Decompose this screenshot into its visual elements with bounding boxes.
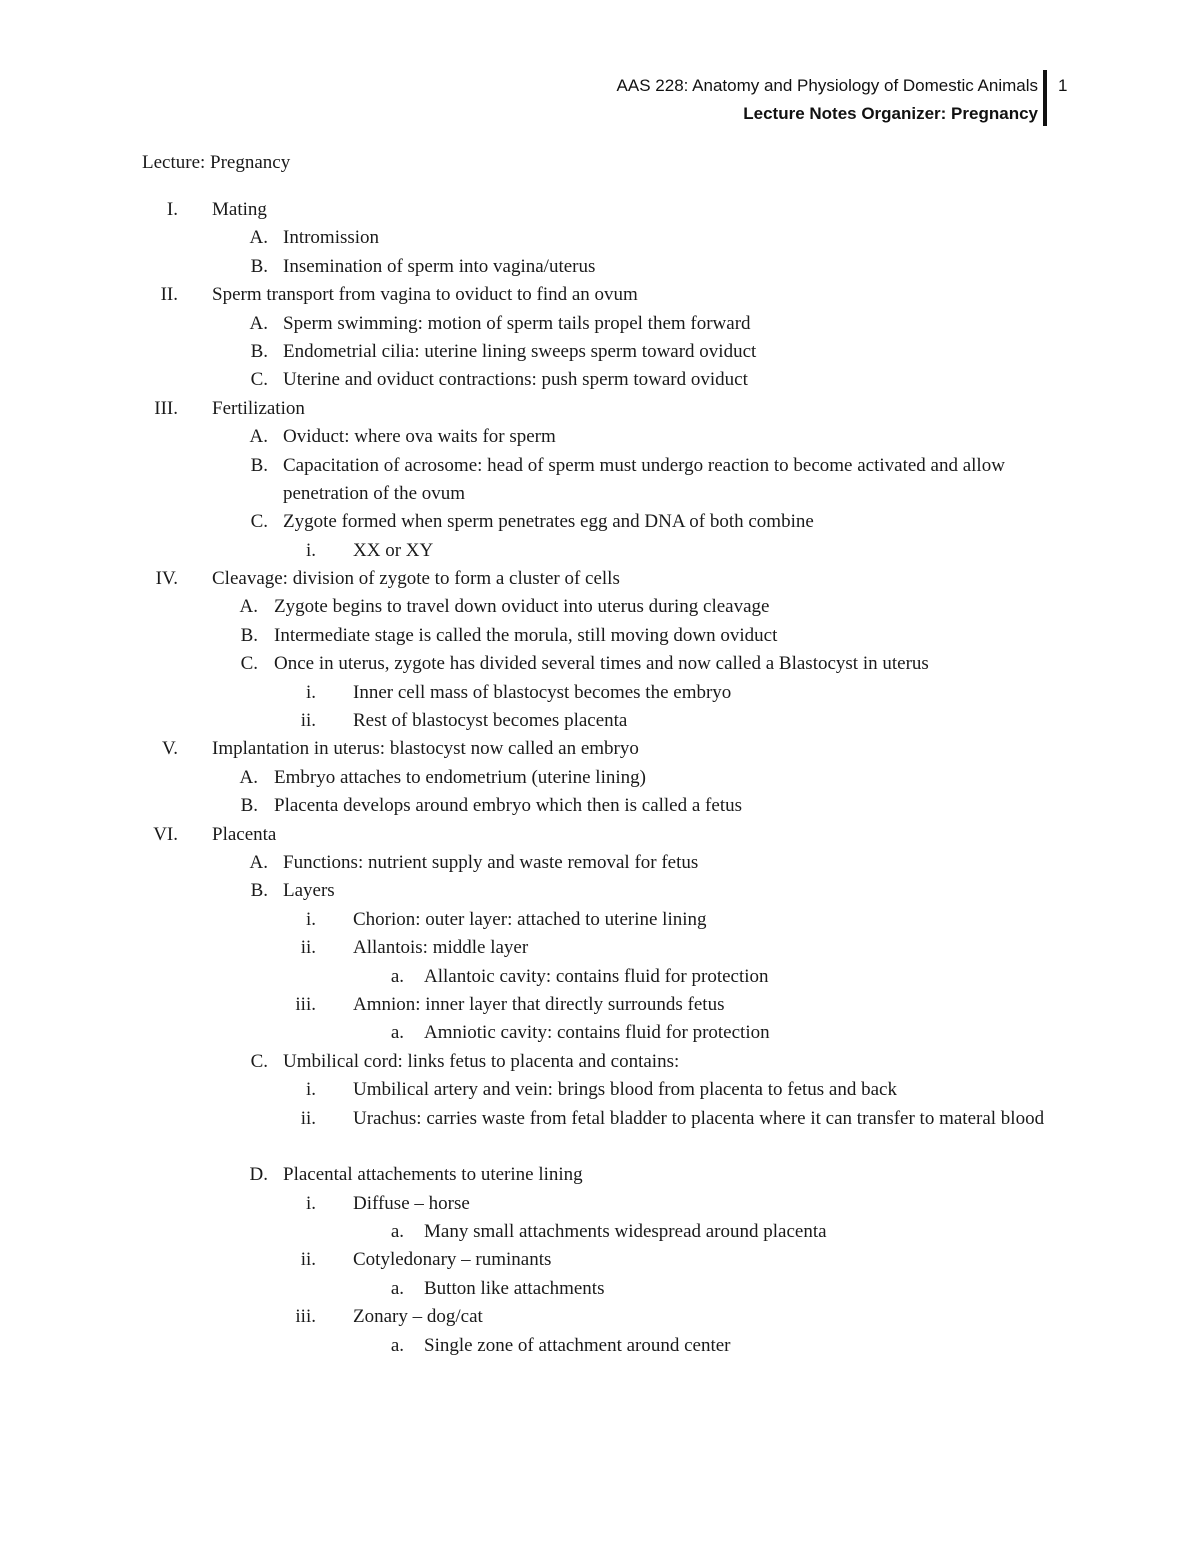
lecture-title: Lecture: Pregnancy: [142, 152, 291, 173]
outline-item-level-3: [0, 1246, 1200, 1274]
outline-item-level-2: [0, 622, 1200, 650]
outline-marker: A.: [249, 426, 268, 448]
outline-text: Umbilical artery and vein: brings blood from placenta to fetus and back: [353, 1079, 897, 1101]
outline-marker: B.: [240, 795, 258, 817]
outline-marker: i.: [305, 681, 316, 703]
outline-marker: ii.: [300, 1107, 316, 1129]
outline-marker: B.: [250, 880, 268, 902]
outline-item-level-1: [0, 821, 1200, 849]
outline-marker: C.: [240, 653, 258, 675]
lecture-outline: [0, 196, 1200, 1360]
outline-item-level-4: [0, 1218, 1200, 1246]
outline-marker: II.: [160, 284, 178, 306]
outline-text: Placental attachements to uterine lining: [283, 1164, 583, 1186]
outline-item-level-1: [0, 196, 1200, 224]
outline-text: Amnion: inner layer that directly surrounds fetus: [353, 993, 725, 1015]
outline-marker: B.: [240, 624, 258, 646]
outline-item-level-2: [0, 1161, 1200, 1189]
outline-item-level-2: [0, 366, 1200, 394]
outline-item-level-2: [0, 310, 1200, 338]
outline-marker: A.: [239, 766, 258, 788]
outline-marker: a.: [390, 1022, 404, 1044]
outline-marker: B.: [250, 454, 268, 476]
outline-item-level-2: [0, 338, 1200, 366]
outline-text: Allantoic cavity: contains fluid for protection: [424, 965, 769, 987]
outline-marker: VI.: [153, 823, 178, 845]
outline-item-level-2: [0, 650, 1200, 678]
outline-item-level-1: [0, 735, 1200, 763]
outline-marker: III.: [154, 397, 178, 419]
outline-item-level-2: [0, 593, 1200, 621]
outline-item-level-2: [0, 423, 1200, 451]
outline-text: Umbilical cord: links fetus to placenta and contains:: [283, 1050, 680, 1072]
outline-item-level-3: [0, 1303, 1200, 1331]
outline-text: Cotyledonary – ruminants: [353, 1249, 552, 1271]
outline-item-level-3: [0, 679, 1200, 707]
page-number: 1: [1058, 76, 1068, 95]
outline-text: Capacitation of acrosome: head of sperm must undergo reaction to become activated and allow penetration of the ovum: [283, 454, 1005, 504]
outline-text: Placenta develops around embryo which then is called a fetus: [274, 795, 742, 817]
outline-item-level-3: [0, 1105, 1200, 1162]
outline-marker: a.: [390, 1334, 404, 1356]
outline-marker: i.: [305, 539, 316, 561]
outline-text: Embryo attaches to endometrium (uterine lining): [274, 766, 646, 788]
outline-marker: iii.: [295, 993, 316, 1015]
outline-marker: A.: [249, 852, 268, 873]
outline-item-level-4: [0, 1019, 1200, 1047]
outline-item-level-3: [0, 1076, 1200, 1104]
outline-item-level-3: [0, 537, 1200, 565]
outline-item-level-3: [0, 906, 1200, 934]
outline-text: Uterine and oviduct contractions: push sperm toward oviduct: [283, 369, 748, 391]
outline-text: Zygote formed when sperm penetrates egg and DNA of both combine: [283, 511, 814, 533]
outline-item-level-2: [0, 877, 1200, 905]
outline-item-level-2: [0, 764, 1200, 792]
outline-text: Endometrial cilia: uterine lining sweeps sperm toward oviduct: [283, 340, 757, 362]
outline-item-level-2: [0, 452, 1200, 509]
outline-item-level-3: [0, 707, 1200, 735]
outline-marker: C.: [250, 1050, 268, 1072]
outline-text: Cleavage: division of zygote to form a cluster of cells: [212, 568, 620, 590]
outline-marker: IV.: [155, 568, 178, 590]
document-subtitle: Lecture Notes Organizer: Pregnancy: [743, 104, 1038, 123]
outline-marker: A.: [239, 596, 258, 618]
outline-text: Implantation in uterus: blastocyst now called an embryo: [212, 738, 639, 760]
outline-marker: I.: [166, 199, 178, 220]
outline-marker: A.: [249, 227, 268, 249]
outline-text: Sperm swimming: motion of sperm tails propel them forward: [283, 312, 751, 334]
outline-marker: a.: [390, 1221, 404, 1243]
outline-text: Amniotic cavity: contains fluid for protection: [424, 1022, 770, 1044]
outline-text: Sperm transport from vagina to oviduct to find an ovum: [212, 284, 638, 306]
outline-item-level-1: [0, 281, 1200, 309]
outline-text: Layers: [283, 880, 335, 902]
outline-text: Button like attachments: [424, 1277, 605, 1299]
outline-text: Functions: nutrient supply and waste removal for fetus: [283, 852, 699, 873]
outline-text: Urachus: carries waste from fetal bladder to placenta where it can transfer to materal blood: [353, 1107, 1045, 1129]
outline-marker: V.: [161, 738, 178, 760]
outline-text: Insemination of sperm into vagina/uterus: [283, 255, 596, 277]
outline-text: Once in uterus, zygote has divided several times and now called a Blastocyst in uterus: [274, 653, 929, 675]
outline-text: Intromission: [283, 227, 380, 249]
outline-item-level-4: [0, 1332, 1200, 1360]
outline-item-level-2: [0, 253, 1200, 281]
outline-item-level-1: [0, 395, 1200, 423]
outline-marker: i.: [305, 1079, 316, 1101]
outline-item-level-4: [0, 963, 1200, 991]
outline-marker: i.: [305, 1192, 316, 1214]
outline-text: Mating: [212, 199, 267, 220]
outline-marker: iii.: [295, 1306, 316, 1328]
outline-text: Oviduct: where ova waits for sperm: [283, 426, 556, 448]
outline-marker: i.: [305, 908, 316, 930]
outline-marker: ii.: [300, 1249, 316, 1271]
outline-text: Single zone of attachment around center: [424, 1334, 731, 1356]
outline-item-level-3: [0, 991, 1200, 1019]
outline-text: Fertilization: [212, 397, 305, 419]
outline-text: Inner cell mass of blastocyst becomes the embryo: [353, 681, 732, 703]
outline-marker: B.: [250, 255, 268, 277]
outline-marker: C.: [250, 369, 268, 391]
outline-marker: a.: [390, 1277, 404, 1299]
outline-text: Intermediate stage is called the morula, still moving down oviduct: [274, 624, 778, 646]
outline-text: Allantois: middle layer: [353, 937, 529, 959]
outline-text: XX or XY: [353, 539, 434, 561]
outline-marker: C.: [250, 511, 268, 533]
outline-marker: A.: [249, 312, 268, 334]
outline-item-level-3: [0, 934, 1200, 962]
page-header: [438, 72, 1038, 128]
outline-marker: B.: [250, 340, 268, 362]
outline-item-level-1: [0, 565, 1200, 593]
outline-marker: ii.: [300, 710, 316, 732]
outline-text: Rest of blastocyst becomes placenta: [353, 710, 628, 732]
outline-item-level-3: [0, 1190, 1200, 1218]
outline-item-level-2: [0, 508, 1200, 536]
course-title: AAS 228: Anatomy and Physiology of Domestic Animals: [616, 76, 1038, 95]
outline-text: Zygote begins to travel down oviduct into uterus during cleavage: [274, 596, 770, 618]
outline-item-level-2: [0, 792, 1200, 820]
outline-item-level-4: [0, 1275, 1200, 1303]
outline-text: Many small attachments widespread around placenta: [424, 1221, 827, 1243]
header-divider: [1043, 70, 1047, 126]
outline-marker: a.: [390, 965, 404, 987]
outline-text: Placenta: [212, 823, 277, 845]
outline-item-level-2: [0, 849, 1200, 877]
outline-item-level-2: [0, 224, 1200, 252]
outline-text: Zonary – dog/cat: [353, 1306, 483, 1328]
outline-text: Diffuse – horse: [353, 1192, 470, 1214]
outline-text: Chorion: outer layer: attached to uterine lining: [353, 908, 707, 930]
outline-item-level-2: [0, 1048, 1200, 1076]
outline-marker: D.: [249, 1164, 268, 1186]
outline-marker: ii.: [300, 937, 316, 959]
